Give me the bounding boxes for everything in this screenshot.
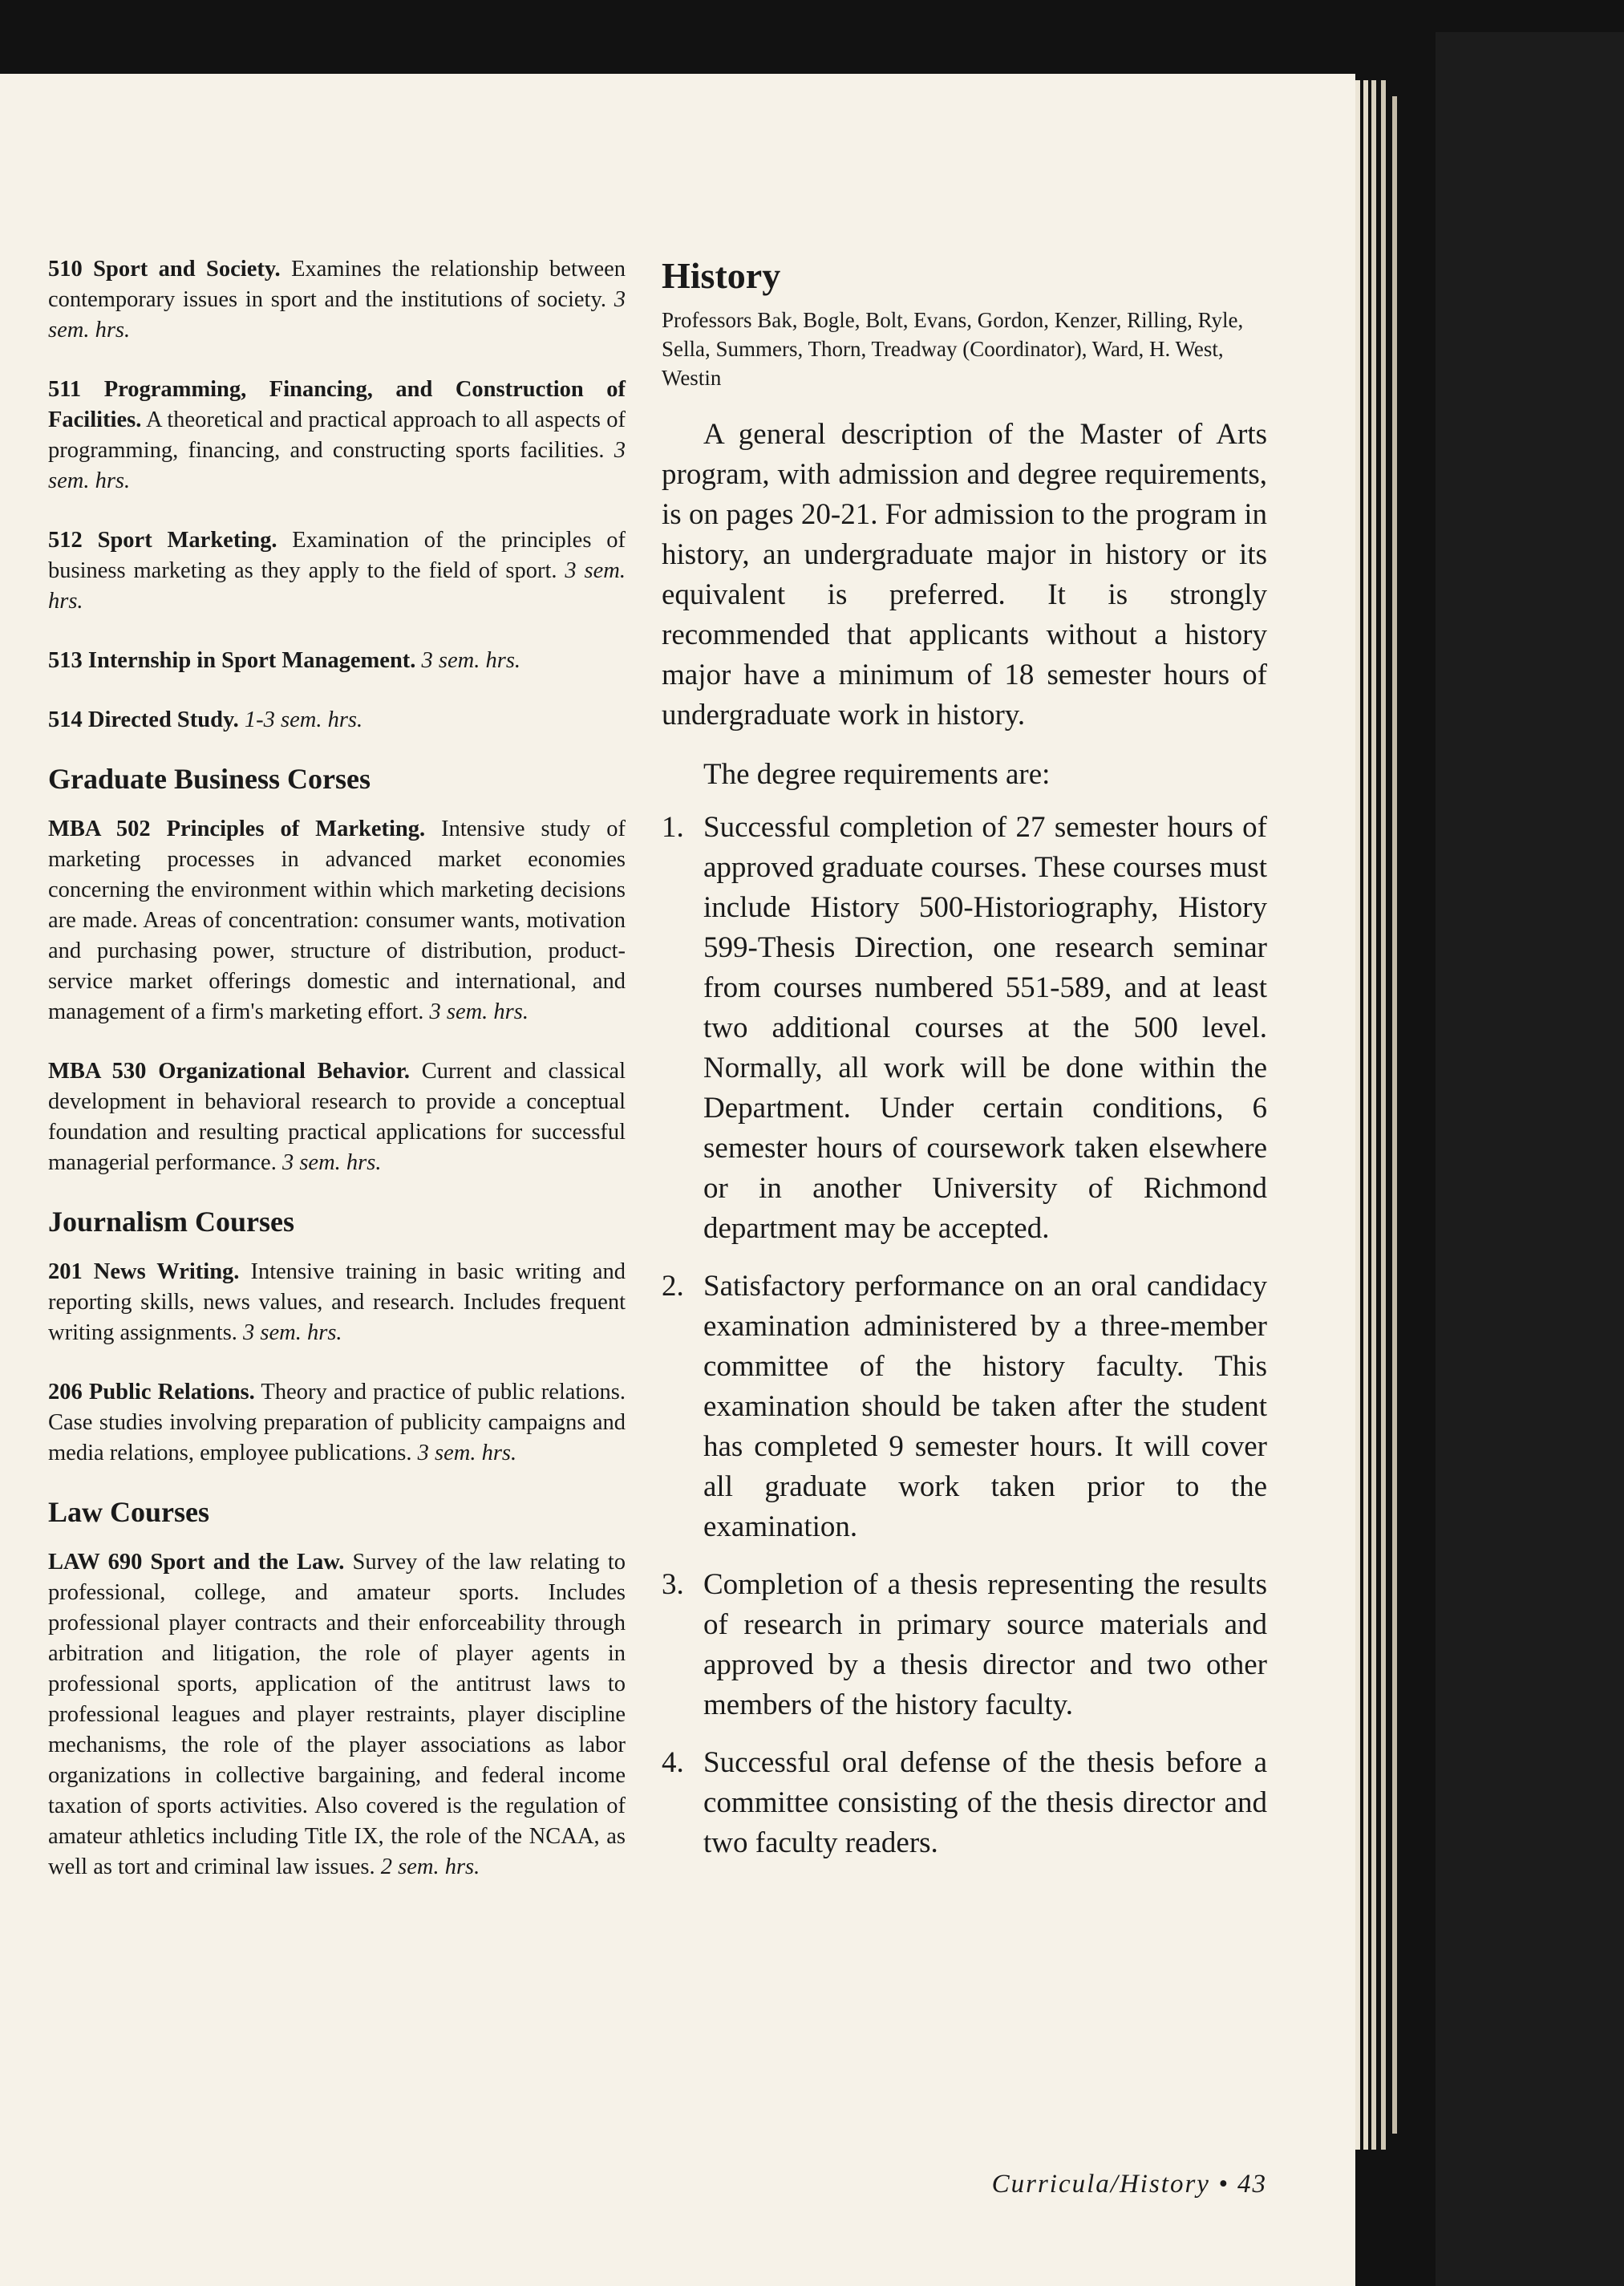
- course-entry: 513 Internship in Sport Management. 3 sem. hrs.: [48, 648, 521, 673]
- course-entry: 510 Sport and Society. Examines the relationship between contemporary issues in sport and the institutions of society. 3 sem. hrs.: [48, 257, 626, 342]
- course-entry: LAW 690 Sport and the Law. Survey of the law relating to professional, college, and amateur sports. Includes professional player contracts and their enforceability through arbitration and litigation, the role of player agents in professional sports, application of the antitrust laws to professional leagues and player restraints, player discipline mechanisms, the role of the player associations as labor organizations in collective bargaining, and federal income taxation of sports activities. Also covered is the regulation of amateur athletics including Title IX, the role of the NCAA, as well as tort and criminal law issues. 2 sem. hrs.: [48, 1550, 626, 1879]
- intro-paragraph: A general description of the Master of Arts program, with admission and degree requirements, is on pages 20-21. For admission to the program in history, an undergraduate major in history or its equivalent is preferred. It is strongly recommended that applicants without a history major have a minimum of 18 semester hours of undergraduate work in history.: [662, 418, 1267, 732]
- course-entry: 511 Programming, Financing, and Construction of Facilities. A theoretical and practical approach to all aspects of programming, financing, and constructing sports facilities. 3 sem. hrs.: [48, 377, 626, 493]
- book-cover-edge: [1436, 32, 1624, 2286]
- page-edge: [1363, 80, 1368, 2150]
- course-entry: MBA 530 Organizational Behavior. Current and classical development in behavioral research to provide a conceptual foundation and resulting practical applications for successful managerial performance. 3 sem. hrs.: [48, 1059, 626, 1175]
- section-heading-journalism: Journalism Courses: [48, 1206, 295, 1238]
- course-entry: 514 Directed Study. 1-3 sem. hrs.: [48, 707, 363, 732]
- list-item: 3. Completion of a thesis representing the results of research in primary source materials and approved by a thesis director and two other members of the history faculty.: [662, 1568, 1267, 1721]
- list-item: 2. Satisfactory performance on an oral candidacy examination administered by a three-member committee of the history faculty. This examination should be taken after the student has completed 9 semester hours. It will cover all graduate work taken prior to the examination.: [662, 1270, 1267, 1543]
- course-entry: 206 Public Relations. Theory and practice of public relations. Case studies involving preparation of publicity campaigns and media relations, employee publications. 3 sem. hrs.: [48, 1380, 626, 1465]
- section-heading-law: Law Courses: [48, 1496, 210, 1528]
- page-footer: Curricula/History • 43: [991, 2170, 1267, 2199]
- list-item: 1. Successful completion of 27 semester hours of approved graduate courses. These courses must include History 500-Historiography, History 599-Thesis Direction, one research seminar from courses numbered 551-589, and at least two additional courses at the 500 level. Normally, all work will be done within the Department. Under certain conditions, 6 semester hours of coursework taken elsewhere or in another University of Richmond department may be accepted.: [662, 811, 1267, 1245]
- requirements-list: [662, 808, 1267, 1863]
- page-edge: [1355, 80, 1360, 2150]
- requirements-lead: The degree requirements are:: [703, 758, 1051, 791]
- course-entry: 512 Sport Marketing. Examination of the principles of business marketing as they apply to the field of sport. 3 sem. hrs.: [48, 528, 626, 614]
- section-heading-business: Graduate Business Corses: [48, 763, 371, 795]
- right-column: [662, 254, 1267, 1881]
- page-edge: [1371, 80, 1376, 2150]
- page-title: History: [662, 255, 781, 296]
- catalog-page: [0, 74, 1355, 2286]
- course-entry: MBA 502 Principles of Marketing. Intensive study of marketing processes in advanced market economies concerning the environment within which marketing decisions are made. Areas of concentration: consumer wants, motivation and purchasing power, structure of distribution, product-service market offerings domestic and international, and management of a firm's marketing effort. 3 sem. hrs.: [48, 817, 626, 1024]
- left-column: [48, 254, 626, 1911]
- page-edge: [1392, 96, 1397, 2134]
- page-edge: [1381, 80, 1386, 2150]
- list-item: 4. Successful oral defense of the thesis before a committee consisting of the thesis director and two faculty readers.: [662, 1746, 1267, 1859]
- faculty-list: Professors Bak, Bogle, Bolt, Evans, Gordon, Kenzer, Rilling, Ryle, Sella, Summers, Thorn, Treadway (Coordinator), Ward, H. West, Westin: [662, 308, 1244, 390]
- course-entry: 201 News Writing. Intensive training in basic writing and reporting skills, news values, and research. Includes frequent writing assignments. 3 sem. hrs.: [48, 1259, 626, 1345]
- course-list-sport: [48, 254, 626, 736]
